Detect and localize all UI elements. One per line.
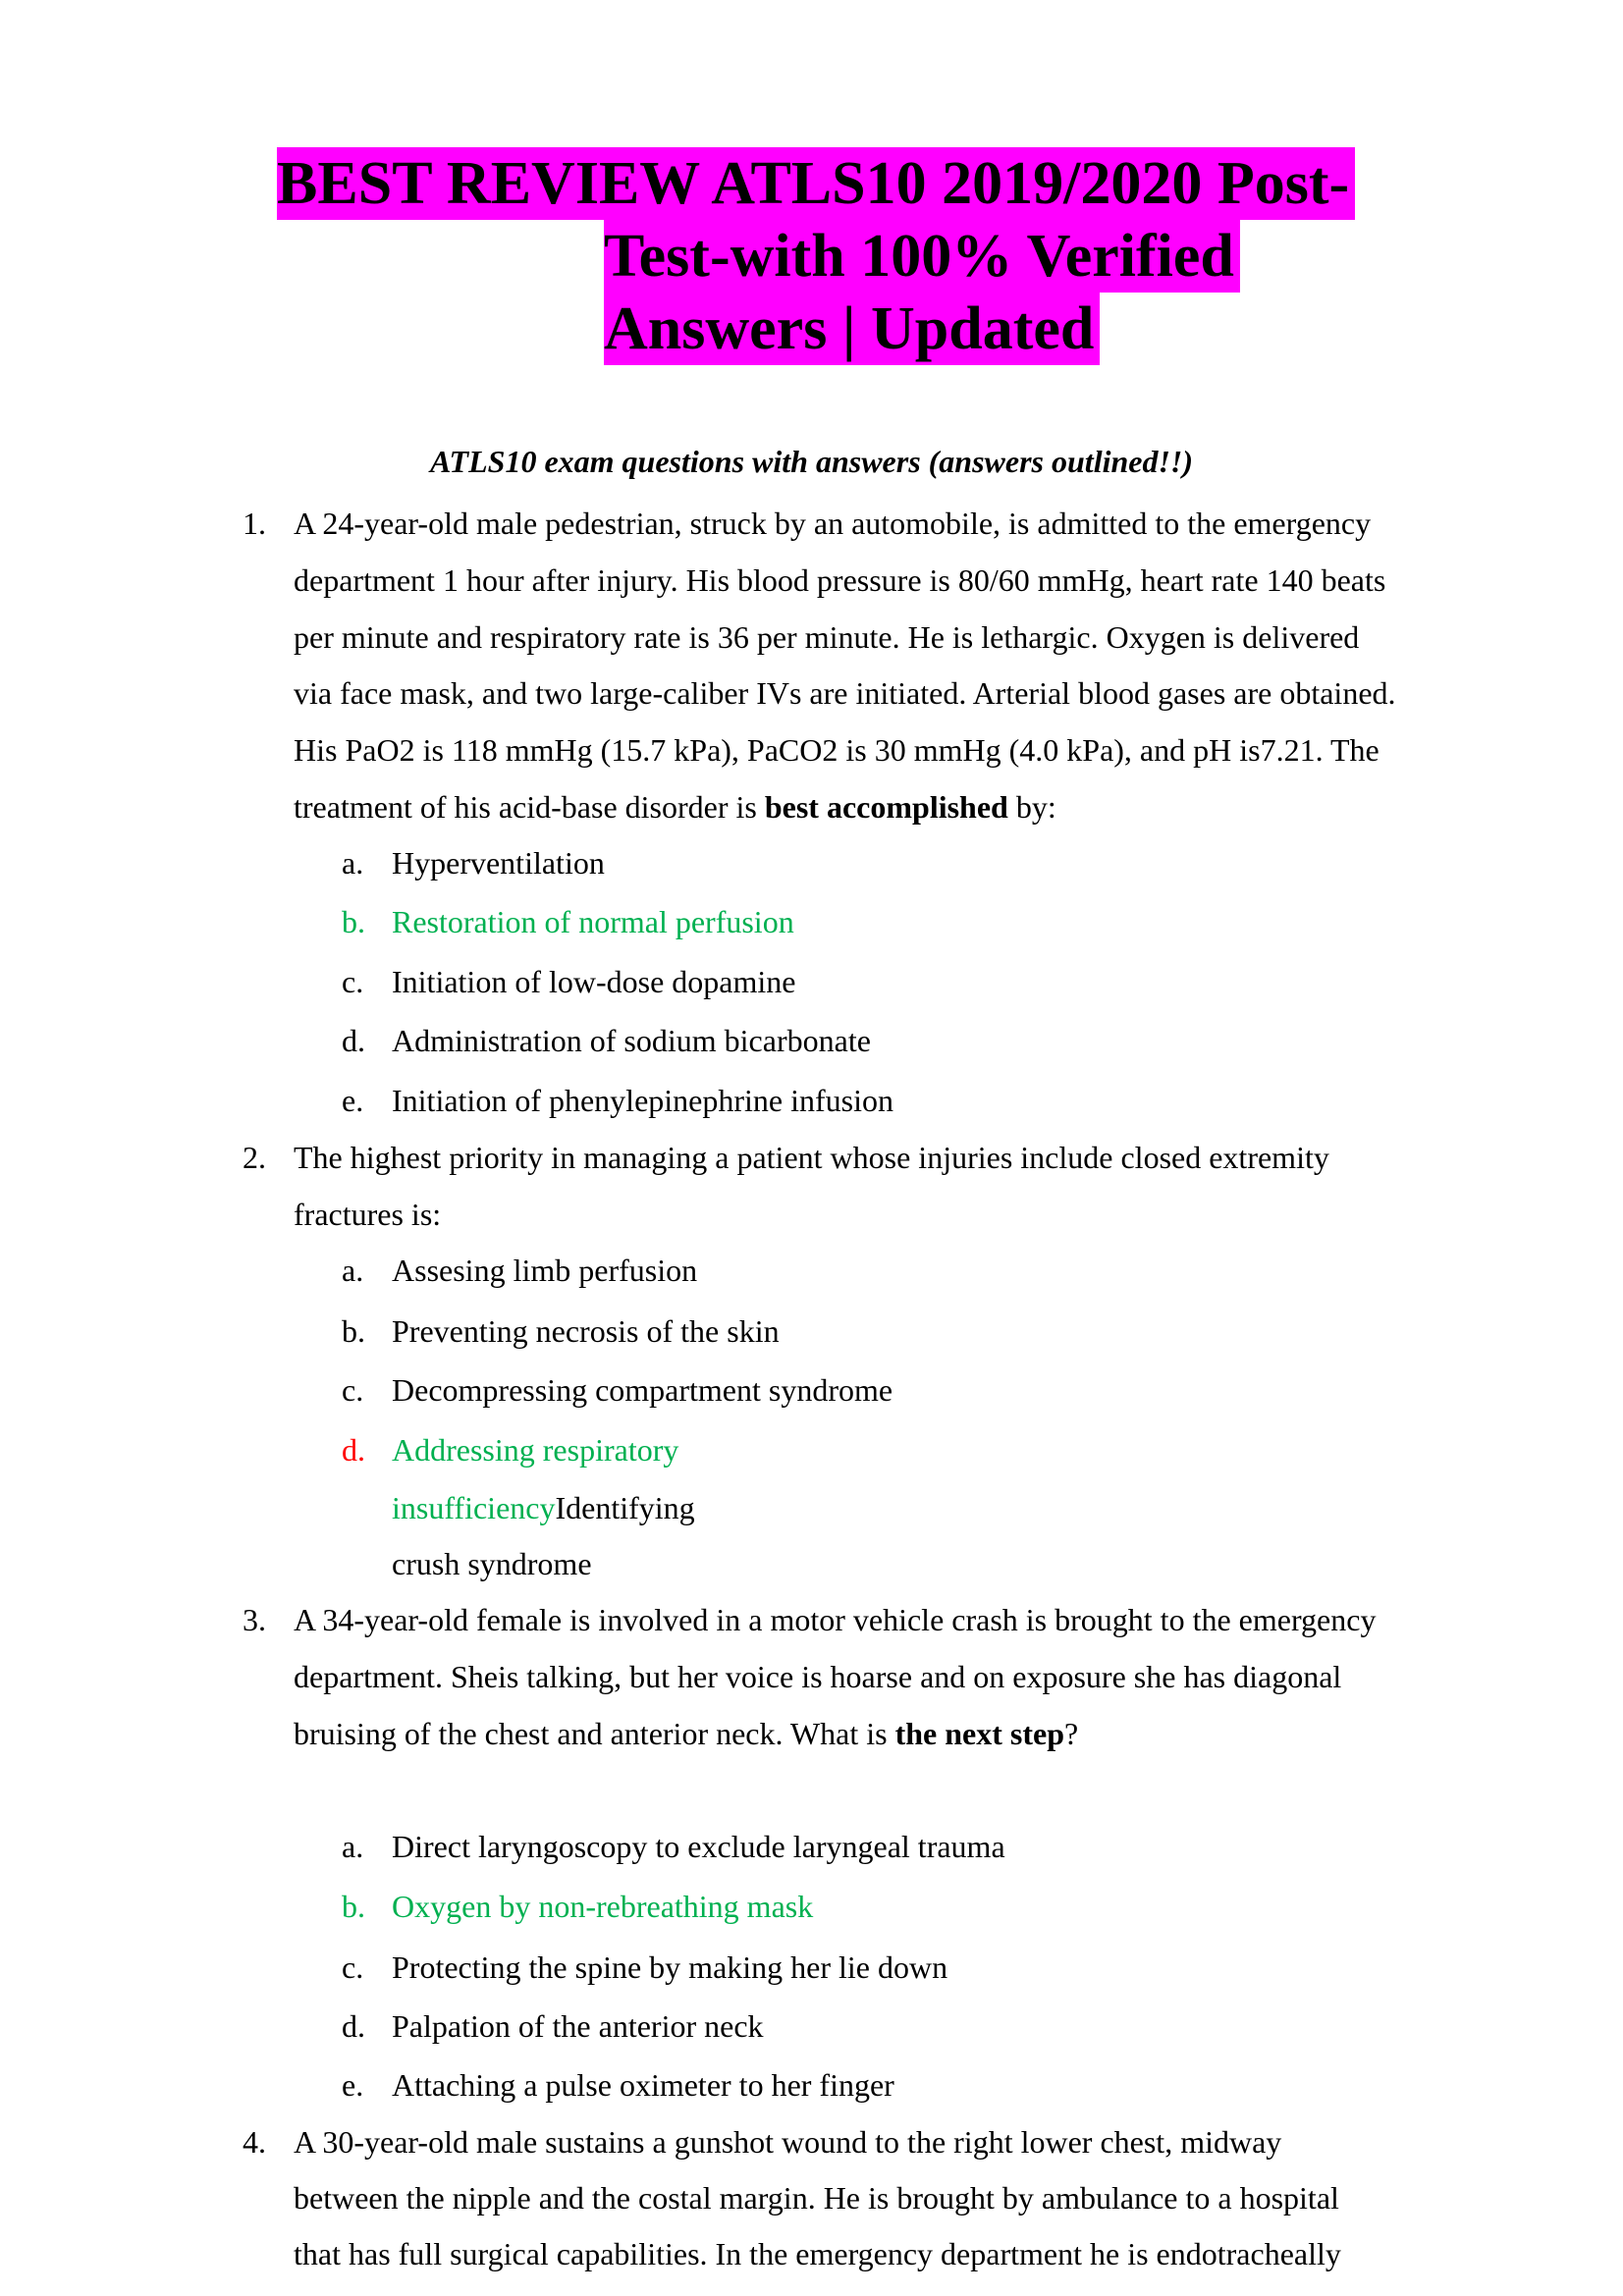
option-letter: c. xyxy=(342,1372,364,1408)
option-text: Direct laryngoscopy to exclude laryngeal trauma xyxy=(392,1829,1005,1864)
option-letter: a. xyxy=(342,1829,364,1864)
question-number: 2. xyxy=(243,1140,266,1175)
option-letter: d. xyxy=(342,1023,365,1058)
option-letter: a. xyxy=(342,1253,364,1288)
question-text-line: A 30-year-old male sustains a gunshot wound to the right lower chest, midway xyxy=(294,2124,1282,2160)
option-letter-marked: d. xyxy=(342,1432,365,1468)
option-text: crush syndrome xyxy=(392,1546,592,1581)
option-text: Preventing necrosis of the skin xyxy=(392,1313,780,1349)
option-letter: d. xyxy=(342,2008,365,2044)
option-letter: e. xyxy=(342,1083,364,1118)
option-text: Administration of sodium bicarbonate xyxy=(392,1023,871,1058)
title-line-1: BEST REVIEW ATLS10 2019/2020 Post- xyxy=(277,147,1355,220)
option-text-correct: Oxygen by non-rebreathing mask xyxy=(392,1889,814,1924)
option-letter: a. xyxy=(342,845,364,881)
option-text: Protecting the spine by making her lie down xyxy=(392,1949,948,1985)
text-segment: bruising of the chest and anterior neck. What is xyxy=(294,1716,895,1751)
option-letter: c. xyxy=(342,1949,364,1985)
question-text-line xyxy=(294,787,1056,827)
title-line-2: Test-with 100% Verified xyxy=(604,220,1240,293)
text-segment: by: xyxy=(1007,789,1056,825)
question-text-line: via face mask, and two large-caliber IVs are initiated. Arterial blood gases are obtained. xyxy=(294,675,1396,711)
title-line-3: Answers | Updated xyxy=(604,293,1100,365)
question-text-line: department. Sheis talking, but her voice is hoarse and on exposure she has diagonal xyxy=(294,1659,1342,1694)
bold-text: best accomplished xyxy=(764,789,1008,825)
option-text: Initiation of phenylepinephrine infusion xyxy=(392,1083,893,1118)
text-segment: ? xyxy=(1063,1716,1079,1751)
question-text-line: department 1 hour after injury. His blood pressure is 80/60 mmHg, heart rate 140 beats xyxy=(294,562,1386,598)
option-text-line xyxy=(392,1488,695,1527)
bold-text: the next step xyxy=(894,1716,1064,1751)
question-text-line: fractures is: xyxy=(294,1197,442,1232)
option-text-correct: insufficiency xyxy=(392,1490,556,1525)
question-text-line: A 34-year-old female is involved in a motor vehicle crash is brought to the emergency xyxy=(294,1602,1377,1637)
option-letter-correct: b. xyxy=(342,1889,365,1924)
option-letter: e. xyxy=(342,2067,364,2103)
question-text-line: that has full surgical capabilities. In the emergency department he is endotracheally xyxy=(294,2236,1341,2271)
option-text: Attaching a pulse oximeter to her finger xyxy=(392,2067,894,2103)
option-text: Assesing limb perfusion xyxy=(392,1253,698,1288)
question-text-line: His PaO2 is 118 mmHg (15.7 kPa), PaCO2 is 30 mmHg (4.0 kPa), and pH is7.21. The xyxy=(294,732,1380,768)
option-text-correct: Addressing respiratory xyxy=(392,1432,679,1468)
question-number: 3. xyxy=(243,1602,266,1637)
option-text-correct: Restoration of normal perfusion xyxy=(392,904,794,939)
question-text-line: per minute and respiratory rate is 36 per minute. He is lethargic. Oxygen is delivered xyxy=(294,619,1360,655)
question-text-line: A 24-year-old male pedestrian, struck by an automobile, is admitted to the emergency xyxy=(294,506,1372,541)
option-text: Decompressing compartment syndrome xyxy=(392,1372,893,1408)
question-text-line xyxy=(294,1714,1078,1753)
option-letter-correct: b. xyxy=(342,904,365,939)
question-text-line: between the nipple and the costal margin. He is brought by ambulance to a hospital xyxy=(294,2180,1339,2216)
option-text: Identifying xyxy=(555,1490,695,1525)
question-number: 1. xyxy=(243,506,266,541)
option-text: Initiation of low-dose dopamine xyxy=(392,964,796,999)
option-letter: c. xyxy=(342,964,364,999)
subtitle: ATLS10 exam questions with answers (answers outlined!!) xyxy=(429,444,1194,479)
text-segment: treatment of his acid-base disorder is xyxy=(294,789,765,825)
option-text: Hyperventilation xyxy=(392,845,605,881)
question-number: 4. xyxy=(243,2124,266,2160)
option-letter: b. xyxy=(342,1313,365,1349)
question-text-line: The highest priority in managing a patient whose injuries include closed extremity xyxy=(294,1140,1329,1175)
option-text: Palpation of the anterior neck xyxy=(392,2008,764,2044)
